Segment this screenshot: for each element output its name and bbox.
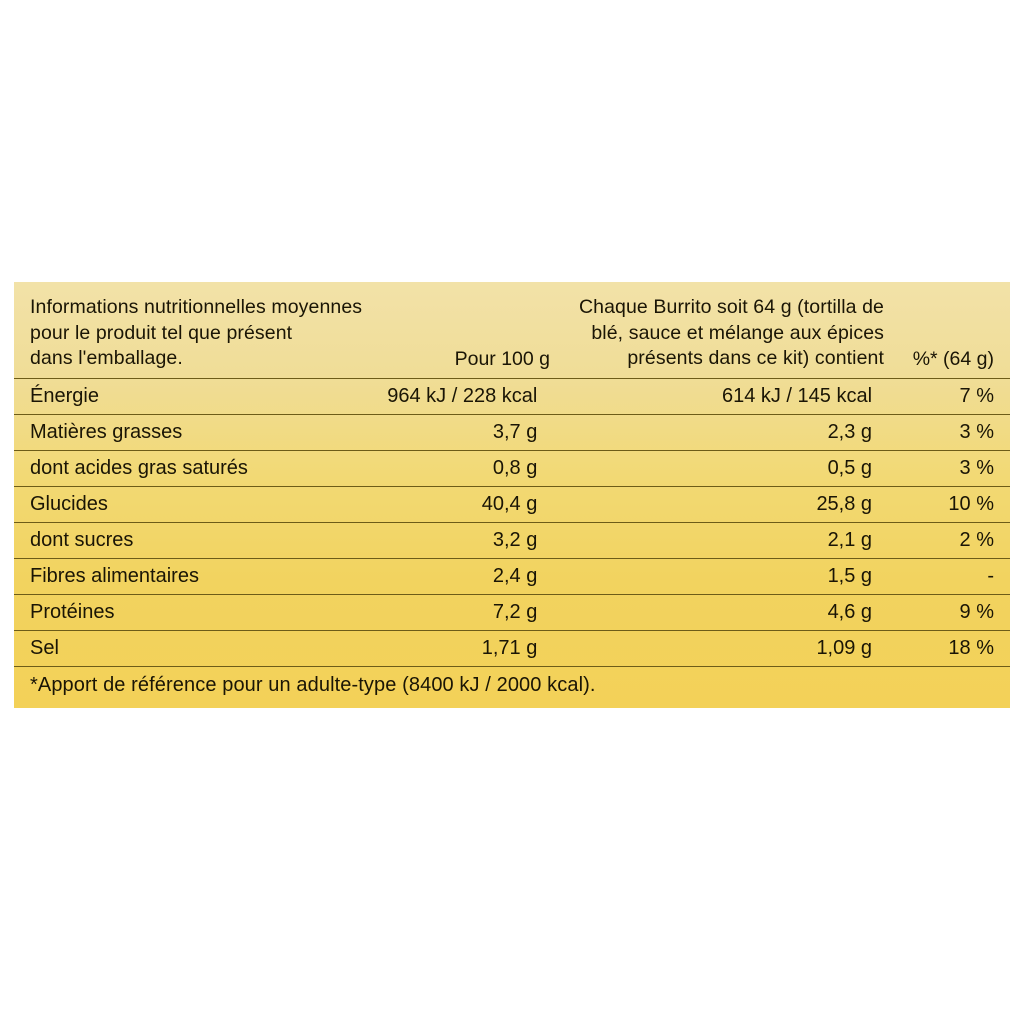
table-row (14, 451, 1010, 487)
column-header-per-100g: Pour 100 g (454, 348, 550, 370)
table-row (14, 595, 1010, 631)
nutrient-value-per-portion: 2,1 g (827, 529, 873, 551)
nutrition-table-header (14, 282, 1010, 378)
table-row (14, 379, 1010, 415)
nutrient-value-per-100g: 40,4 g (481, 493, 538, 515)
portion-header-line-1: Chaque Burrito soit 64 g (tortilla de (578, 295, 884, 318)
nutrient-value-per-100g: 0,8 g (492, 457, 538, 479)
table-row (14, 523, 1010, 559)
portion-header-line-2: blé, sauce et mélange aux épices (591, 321, 884, 344)
nutrition-intro-line-2: pour le produit tel que présent (30, 321, 293, 344)
nutrient-reference-intake: 7 % (959, 385, 994, 407)
nutrient-label: Fibres alimentaires (30, 565, 199, 587)
nutrient-value-per-100g: 3,2 g (492, 529, 538, 551)
table-row (14, 487, 1010, 523)
nutrient-label: Matières grasses (30, 421, 183, 443)
nutrient-value-per-portion: 25,8 g (816, 493, 873, 515)
nutrient-label: Sel (30, 637, 59, 659)
nutrient-label: Énergie (30, 385, 99, 407)
nutrient-reference-intake: 10 % (948, 493, 994, 515)
nutrient-label: Glucides (30, 493, 108, 515)
nutrient-reference-intake: 3 % (959, 457, 994, 479)
nutrient-reference-intake: 3 % (959, 421, 994, 443)
nutrition-intro-text (30, 295, 430, 372)
nutrient-reference-intake: 9 % (959, 601, 994, 623)
table-row (14, 631, 1010, 667)
nutrient-value-per-portion: 614 kJ / 145 kcal (721, 385, 873, 407)
nutrient-label: Protéines (30, 601, 115, 623)
column-header-reference-intake: %* (64 g) (912, 348, 994, 370)
nutrient-value-per-100g: 1,71 g (481, 637, 538, 659)
nutrition-intro-line-3: dans l'emballage. (30, 347, 183, 370)
nutrient-value-per-portion: 1,5 g (827, 565, 873, 587)
column-header-per-portion (550, 295, 884, 372)
nutrient-reference-intake: 18 % (948, 637, 994, 659)
nutrient-value-per-portion: 0,5 g (827, 457, 873, 479)
nutrient-value-per-portion: 2,3 g (827, 421, 873, 443)
nutrient-value-per-100g: 3,7 g (492, 421, 538, 443)
nutrient-label: dont sucres (30, 529, 134, 551)
portion-header-line-3: présents dans ce kit) contient (627, 347, 884, 370)
reference-intake-footnote: *Apport de référence pour un adulte-type (8400 kJ / 2000 kcal). (14, 666, 1010, 708)
nutrition-intro-line-1: Informations nutritionnelles moyennes (30, 295, 363, 318)
nutrient-value-per-portion: 4,6 g (827, 601, 873, 623)
nutrient-reference-intake: 2 % (959, 529, 994, 551)
nutrient-value-per-100g: 7,2 g (492, 601, 538, 623)
nutrient-label: dont acides gras saturés (30, 457, 248, 479)
table-row (14, 559, 1010, 595)
nutrition-table (14, 378, 1010, 666)
nutrition-information-panel (14, 282, 1010, 708)
nutrient-reference-intake: - (987, 565, 994, 587)
nutrient-value-per-portion: 1,09 g (816, 637, 873, 659)
nutrient-value-per-100g: 964 kJ / 228 kcal (387, 385, 538, 407)
table-row (14, 415, 1010, 451)
nutrient-value-per-100g: 2,4 g (492, 565, 538, 587)
